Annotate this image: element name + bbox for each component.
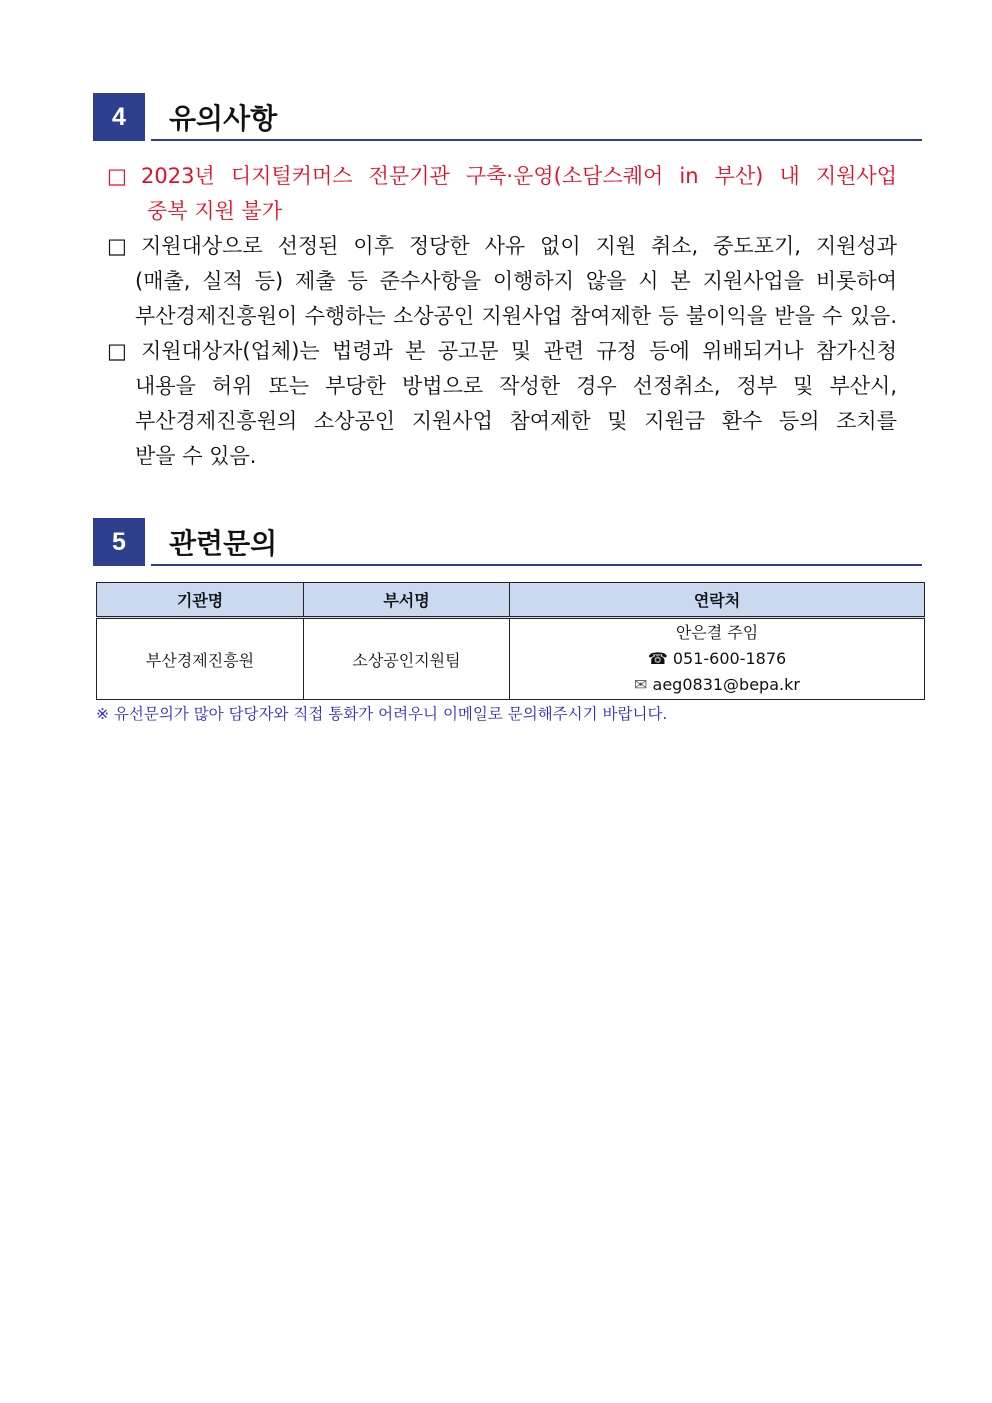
table-row (97, 618, 925, 700)
notice-line: 지원대상으로 선정된 이후 정당한 사유 없이 지원 취소, 중도포기, 지원성과 (141, 234, 897, 258)
section-number: 5 (93, 518, 145, 566)
footnote: ※ 유선문의가 많아 담당자와 직접 통화가 어려우니 이메일로 문의해주시기 바랍니다. (96, 705, 668, 723)
notice-line: 받을 수 있음. (135, 444, 257, 468)
section-title: 관련문의 (169, 527, 278, 560)
email-line (511, 672, 923, 698)
notice-line: (매출, 실적 등) 제출 등 준수사항을 이행하지 않을 시 본 지원사업을 비롯하여 (135, 269, 897, 293)
notice-line: 내용을 허위 또는 부당한 방법으로 작성한 경우 선정취소, 정부 및 부산시, (135, 374, 897, 398)
mail-icon: ✉ (634, 675, 648, 694)
section-5-header (93, 518, 922, 566)
org-cell: 부산경제진흥원 (97, 618, 304, 700)
section-number: 4 (93, 93, 145, 141)
dept-cell: 소상공인지원팀 (304, 618, 510, 700)
notice-item-3 (107, 334, 897, 474)
notice-line: 중복 지원 불가 (147, 199, 283, 223)
notice-item-1 (107, 159, 897, 229)
notice-item-2 (107, 229, 897, 334)
email-address[interactable]: aeg0831@bepa.kr (652, 675, 800, 694)
notice-line: 지원대상자(업체)는 법령과 본 공고문 및 관련 규정 등에 위배되거나 참가신청 (141, 339, 897, 363)
contact-cell (510, 618, 925, 700)
contact-name: 안은결 주임 (675, 623, 759, 642)
notice-line: 부산경제진흥원의 소상공인 지원사업 참여제한 및 지원금 환수 등의 조치를 (135, 409, 897, 433)
notice-line: 2023년 디지털커머스 전문기관 구축·운영(소담스퀘어 in 부산) 내 지원사업 (141, 164, 897, 188)
checkbox-bullet-icon: □ (107, 339, 127, 363)
section-4-header (93, 93, 922, 141)
notice-line: 부산경제진흥원이 수행하는 소상공인 지원사업 참여제한 등 불이익을 받을 수 있음. (135, 304, 897, 328)
header-contact: 연락처 (510, 583, 925, 618)
header-org: 기관명 (97, 583, 304, 618)
contact-table (96, 582, 925, 700)
header-dept: 부서명 (304, 583, 510, 618)
checkbox-bullet-icon: □ (107, 234, 127, 258)
phone-number[interactable]: 051-600-1876 (672, 649, 787, 668)
section-divider (151, 139, 922, 141)
phone-line (511, 646, 923, 672)
section-title: 유의사항 (169, 102, 278, 135)
section-divider (151, 564, 922, 566)
checkbox-bullet-icon: □ (107, 164, 127, 188)
phone-icon: ☎ (647, 649, 668, 668)
